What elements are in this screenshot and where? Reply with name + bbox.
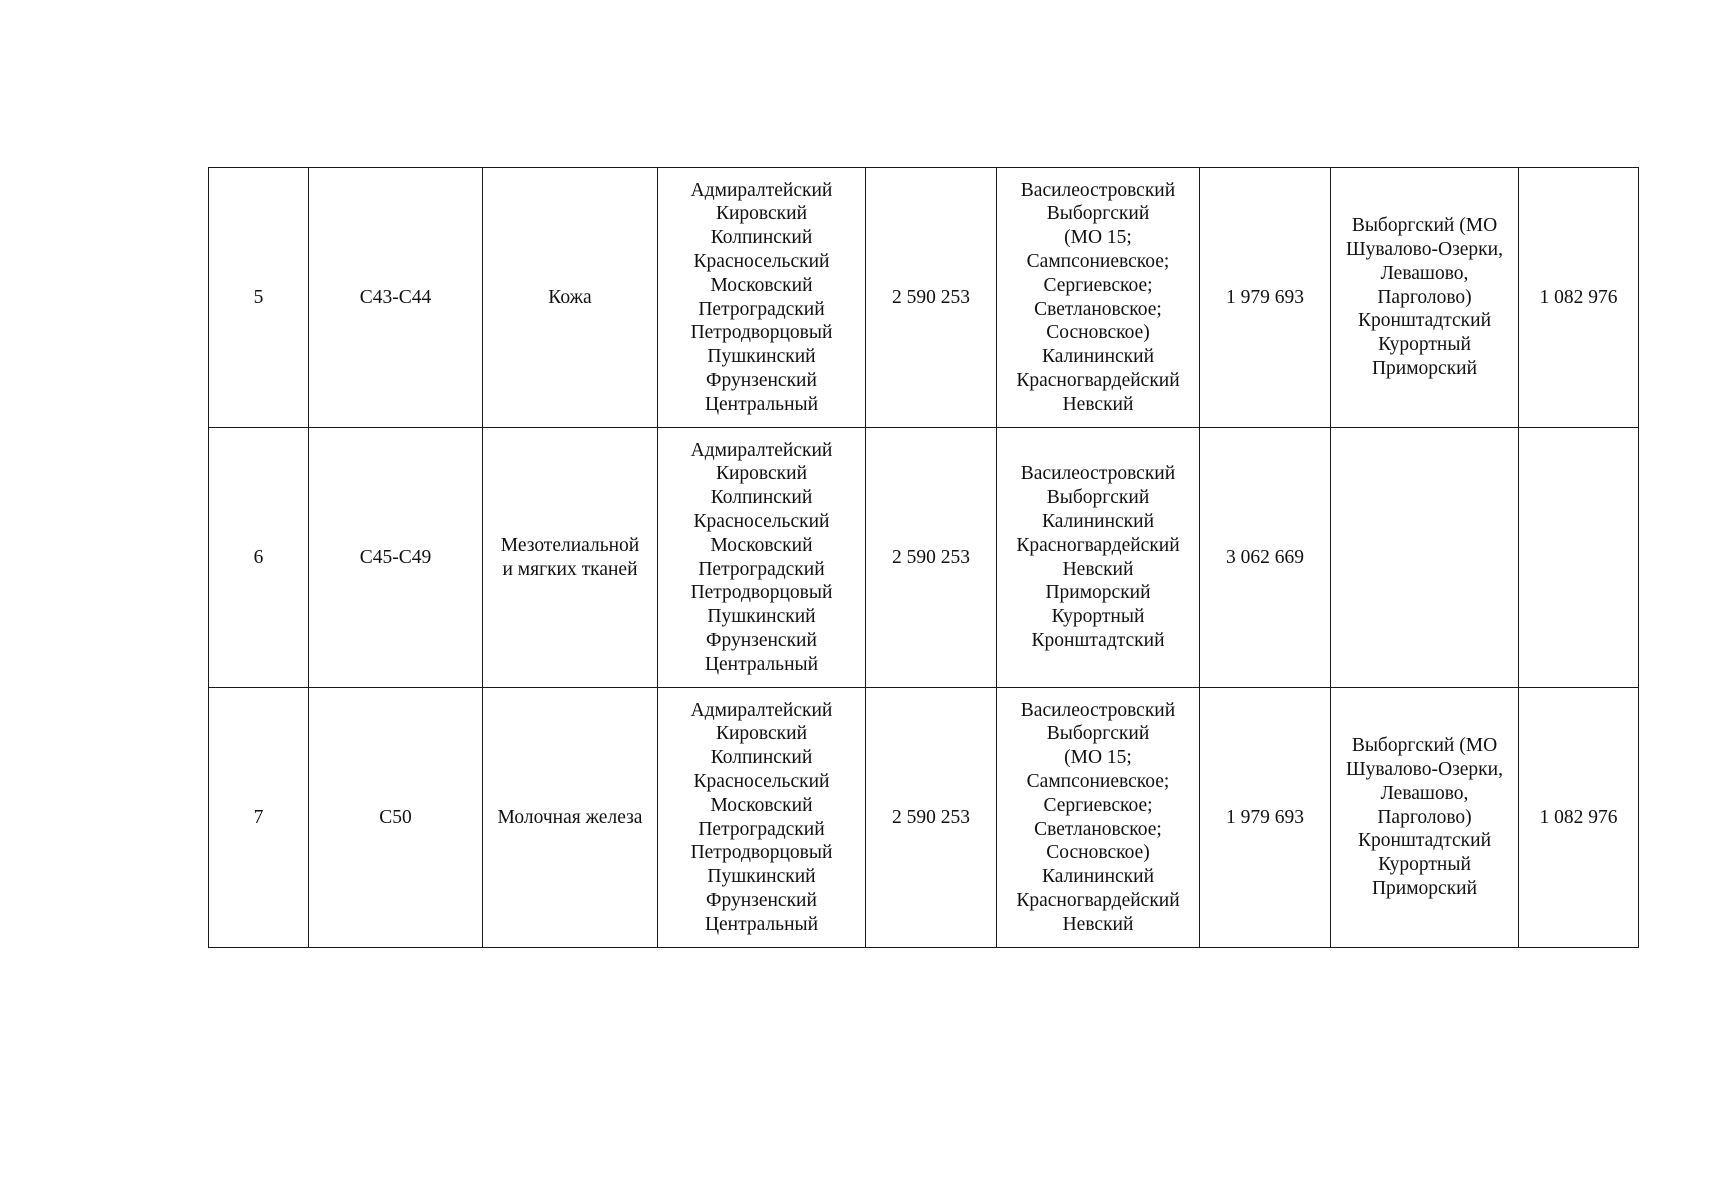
cell-line: Курортный xyxy=(1378,334,1471,356)
cell-line: Красногвардейский xyxy=(1016,889,1180,911)
cell-line: Калининский xyxy=(1041,510,1155,532)
cell-line: Невский xyxy=(1062,393,1134,415)
cell-line: Кронштадтский xyxy=(1357,830,1492,852)
table-body xyxy=(209,168,1639,948)
cell-line: Выборгский xyxy=(1046,203,1150,225)
cell-line: Красногвардейский xyxy=(1016,369,1180,391)
cell-line: Приморский xyxy=(1371,357,1478,379)
cell-line: Парголово) xyxy=(1377,286,1472,308)
cell-line: Левашово, xyxy=(1380,782,1469,804)
cell-line: Сергиевское; xyxy=(1043,794,1153,816)
cell-line: Шувалово-Озерки, xyxy=(1346,759,1503,780)
cell-line: Красногвардейский xyxy=(1016,534,1180,556)
cell-line: Кожа xyxy=(548,286,592,308)
cell-line: Калининский xyxy=(1041,866,1155,888)
cell-line: Левашово, xyxy=(1380,262,1469,284)
districts-group-c-cell xyxy=(1331,168,1519,428)
cell-line: Молочная железа xyxy=(497,806,643,828)
cell-line: Фрунзенский xyxy=(706,369,817,391)
icd-code-cell: С43-С44 xyxy=(309,168,483,428)
cell-line: (МО 15; xyxy=(1064,747,1132,769)
cell-line: Колпинский xyxy=(710,747,813,769)
districts-group-c-cell xyxy=(1331,688,1519,948)
cell-line: Светлановское; xyxy=(1034,818,1162,840)
cell-line: Московский xyxy=(710,794,813,816)
tumor-site-cell xyxy=(483,428,658,688)
cell-line: Центральный xyxy=(704,913,819,935)
cell-line: Выборгский xyxy=(1046,487,1150,509)
cell-line: Выборгский xyxy=(1046,723,1150,745)
cell-line: Адмиралтейский xyxy=(690,699,833,721)
districts-group-c-cell xyxy=(1331,428,1519,688)
value-group-c-cell xyxy=(1519,428,1639,688)
districts-group-b-cell xyxy=(997,168,1200,428)
icd-code-cell: С45-С49 xyxy=(309,428,483,688)
table-row xyxy=(209,428,1639,688)
districts-group-a-cell xyxy=(658,688,866,948)
cell-line: Сампсониевское; xyxy=(1026,250,1170,272)
value-group-b-cell: 3 062 669 xyxy=(1200,428,1331,688)
cell-line: Кировский xyxy=(715,463,808,485)
value-group-a-cell: 2 590 253 xyxy=(866,688,997,948)
row-number-cell: 7 xyxy=(209,688,309,948)
cell-line: Пушкинский xyxy=(707,866,816,888)
cell-line: Петроградский xyxy=(698,818,825,840)
cell-line: Парголово) xyxy=(1377,806,1472,828)
cell-line: Московский xyxy=(710,274,813,296)
cell-line: Колпинский xyxy=(710,487,813,509)
cell-line: Петродворцовый xyxy=(690,582,833,604)
cell-line: Мезотелиальной xyxy=(500,534,640,556)
cell-line: Светлановское; xyxy=(1034,298,1162,320)
cell-line: Василеостровский xyxy=(1020,699,1176,721)
cell-line: Красносельский xyxy=(693,770,830,792)
value-group-c-cell: 1 082 976 xyxy=(1519,688,1639,948)
value-group-a-cell: 2 590 253 xyxy=(866,168,997,428)
icd-code-cell: С50 xyxy=(309,688,483,948)
districts-group-a-cell xyxy=(658,428,866,688)
cell-line: Выборгский (МО xyxy=(1351,735,1498,757)
cell-line: Кировский xyxy=(715,203,808,225)
cell-line: и мягких тканей xyxy=(502,558,638,580)
cell-line: Пушкинский xyxy=(707,346,816,368)
cell-line: Пушкинский xyxy=(707,606,816,628)
cell-line: Невский xyxy=(1062,913,1134,935)
value-group-c-cell: 1 082 976 xyxy=(1519,168,1639,428)
tumor-site-cell xyxy=(483,688,658,948)
cell-line: Фрунзенский xyxy=(706,629,817,651)
cell-line: Сампсониевское; xyxy=(1026,770,1170,792)
cell-line: Кронштадтский xyxy=(1357,310,1492,332)
table-row xyxy=(209,688,1639,948)
cell-line: Выборгский (МО xyxy=(1351,215,1498,237)
cell-line: Шувалово-Озерки, xyxy=(1346,239,1503,260)
cell-line: Красносельский xyxy=(693,250,830,272)
cell-line: Сергиевское; xyxy=(1043,274,1153,296)
table-row xyxy=(209,168,1639,428)
cell-line: Фрунзенский xyxy=(706,889,817,911)
cell-line: Невский xyxy=(1062,558,1134,580)
cell-line: Адмиралтейский xyxy=(690,179,833,201)
cell-line: Красносельский xyxy=(693,510,830,532)
cell-line: Петроградский xyxy=(698,558,825,580)
cell-line: Приморский xyxy=(1371,877,1478,899)
cell-line: Центральный xyxy=(704,393,819,415)
cell-line: Сосновское) xyxy=(1046,322,1150,344)
cell-line: Сосновское) xyxy=(1046,842,1150,864)
value-group-b-cell: 1 979 693 xyxy=(1200,168,1331,428)
cell-line: Центральный xyxy=(704,653,819,675)
cell-line: Калининский xyxy=(1041,346,1155,368)
cell-line: Московский xyxy=(710,534,813,556)
cell-line: Кронштадтский xyxy=(1031,629,1165,651)
cell-line: Петроградский xyxy=(698,298,825,320)
districts-group-a-cell xyxy=(658,168,866,428)
row-number-cell: 6 xyxy=(209,428,309,688)
row-number-cell: 5 xyxy=(209,168,309,428)
cell-line: Курортный xyxy=(1378,854,1471,876)
cell-line: Петродворцовый xyxy=(690,842,833,864)
cell-line: Адмиралтейский xyxy=(690,439,833,461)
cell-line: Петродворцовый xyxy=(690,322,833,344)
cell-line: Василеостровский xyxy=(1020,179,1176,201)
cell-line: Кировский xyxy=(715,723,808,745)
tumor-site-cell xyxy=(483,168,658,428)
district-table xyxy=(208,167,1639,948)
value-group-a-cell: 2 590 253 xyxy=(866,428,997,688)
cell-line: Василеостровский xyxy=(1020,463,1176,485)
districts-group-b-cell xyxy=(997,428,1200,688)
cell-line: (МО 15; xyxy=(1064,227,1132,249)
cell-line: Колпинский xyxy=(710,227,813,249)
districts-group-b-cell xyxy=(997,688,1200,948)
cell-line: Курортный xyxy=(1051,606,1145,628)
cell-line: Приморский xyxy=(1045,582,1151,604)
value-group-b-cell: 1 979 693 xyxy=(1200,688,1331,948)
